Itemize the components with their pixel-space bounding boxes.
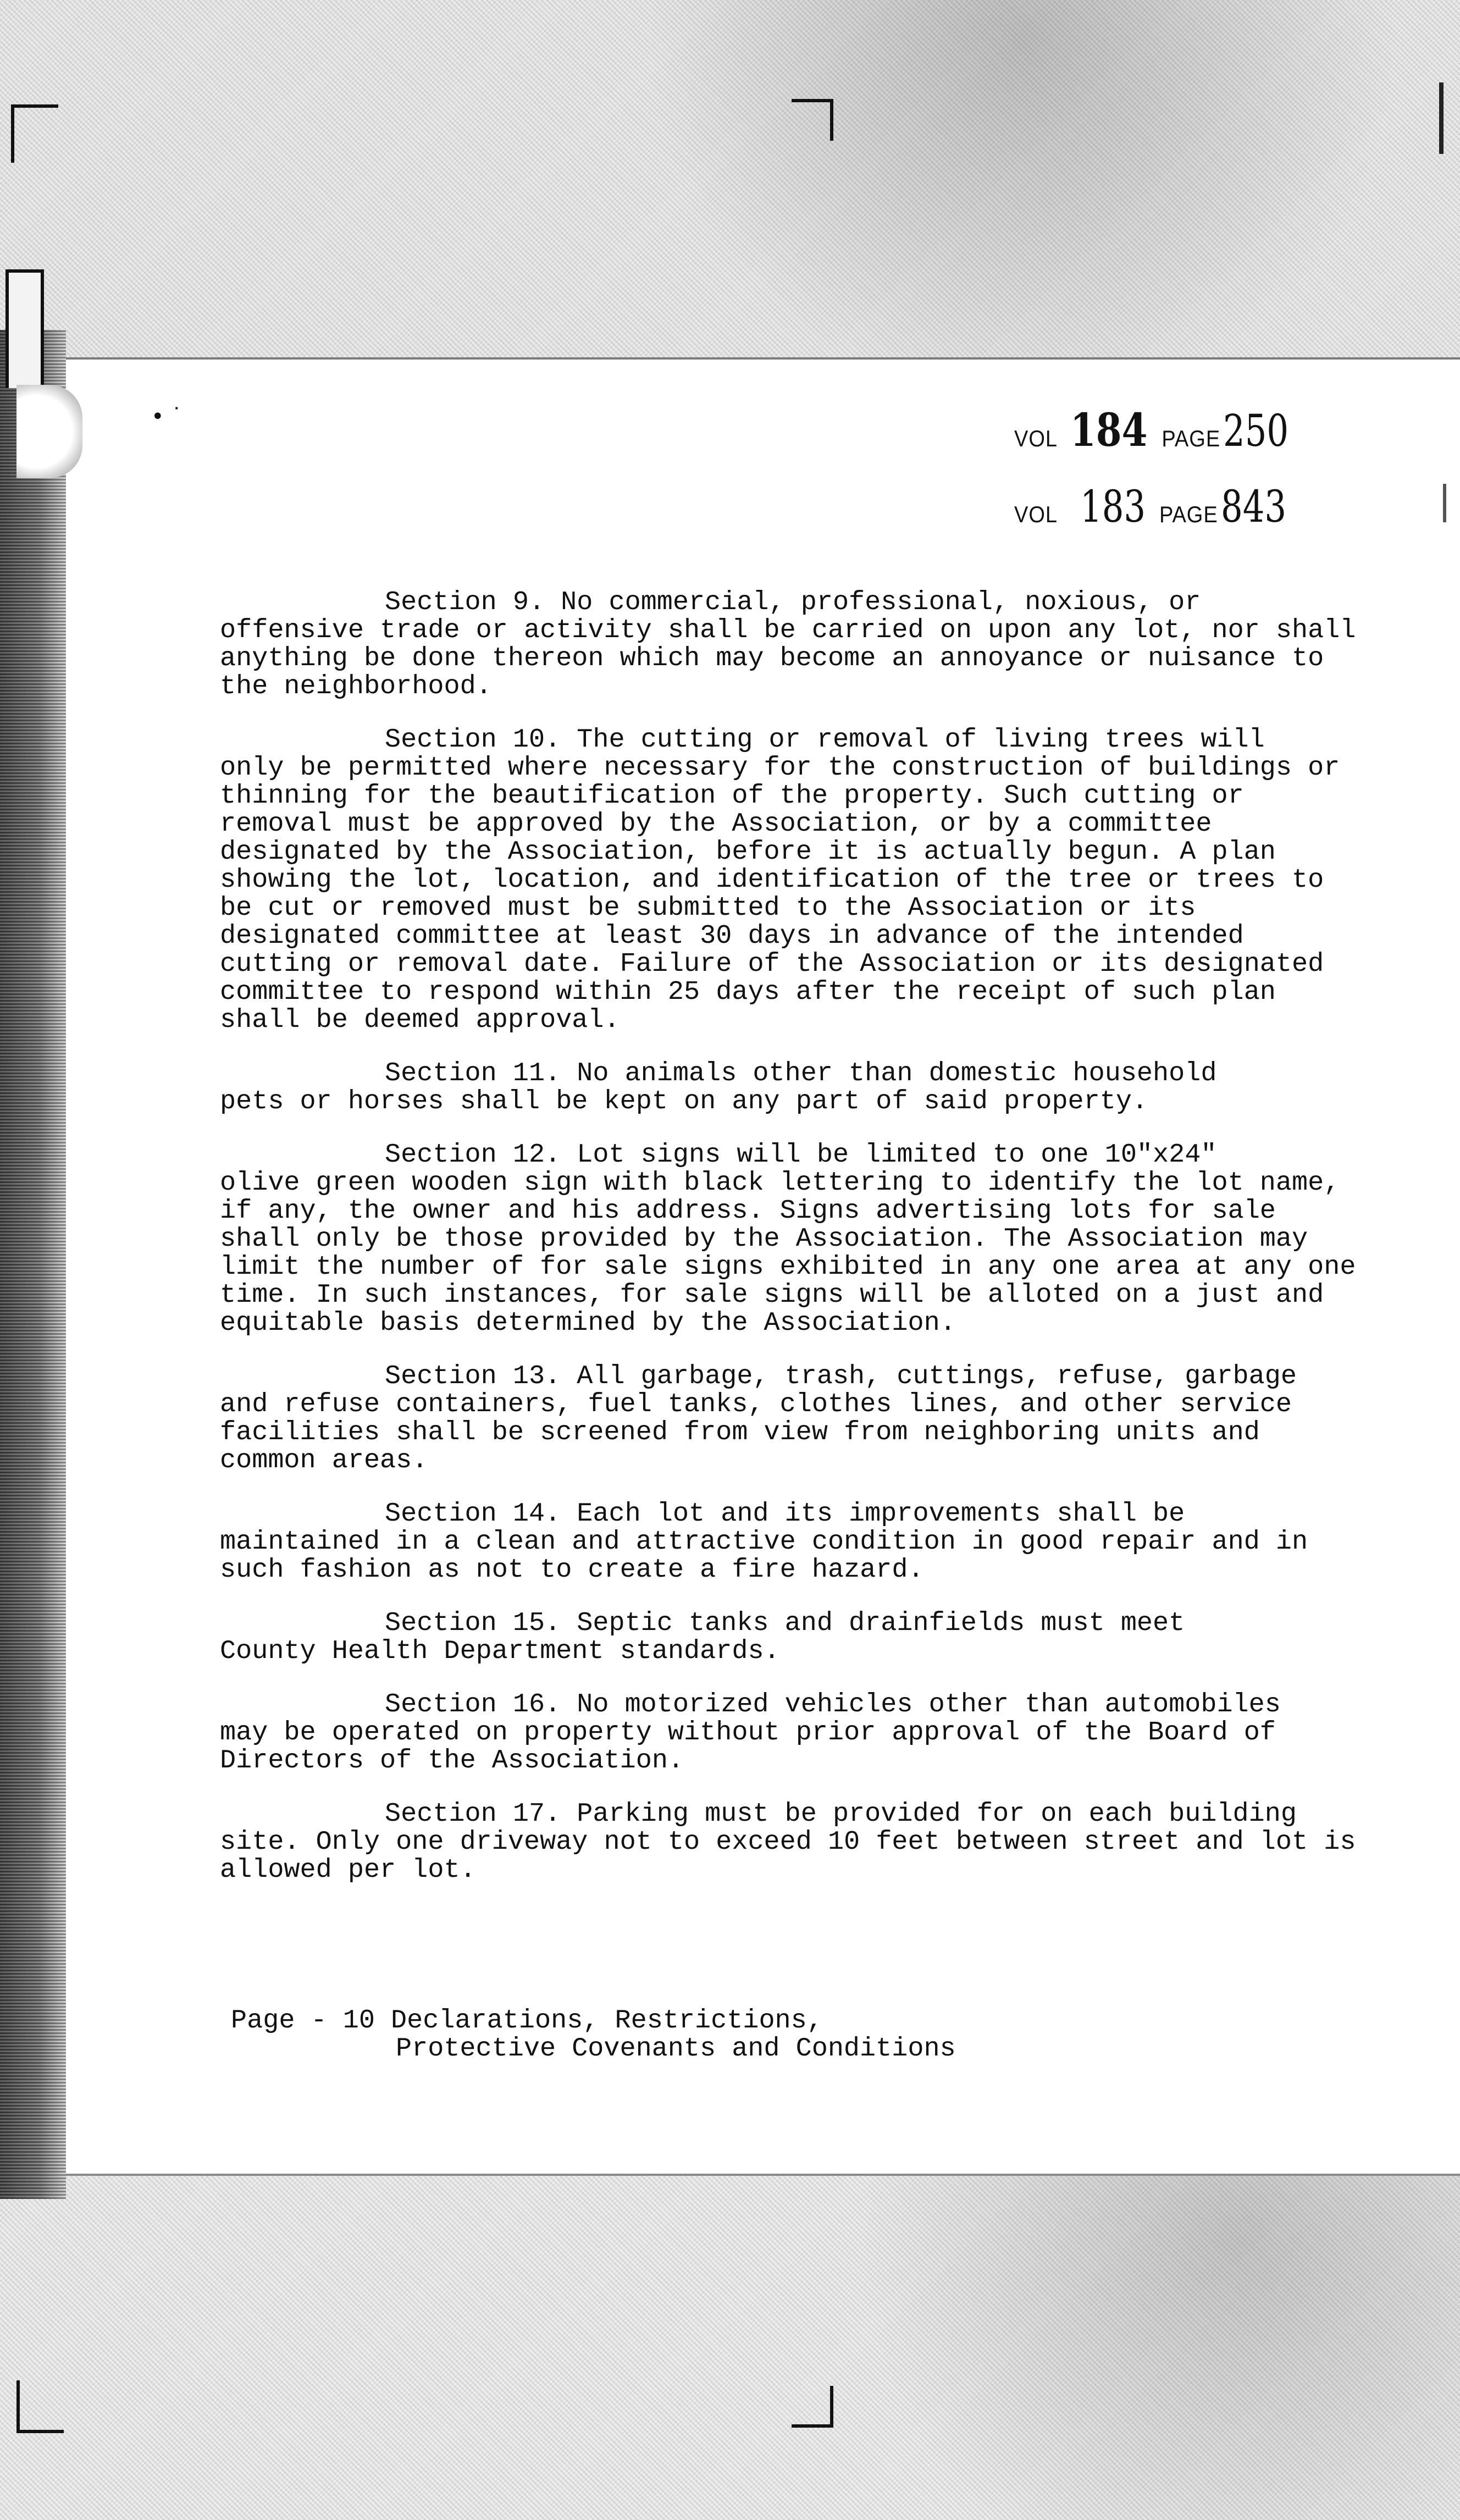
section-paragraph (220, 1059, 1363, 1115)
section-first-line: No motorized vehicles other than automobiles (577, 1689, 1281, 1720)
section-paragraph (220, 588, 1363, 700)
section-text: County Health Department standards. (220, 1636, 780, 1666)
section-text: may be operated on property without prior approval of the Board of Directors of the Association. (220, 1717, 1276, 1776)
crop-mark-top-right (792, 99, 833, 141)
section-text: olive green wooden sign with black lettering to identify the lot name, if any, the owner and his address. Signs advertising lots for sale shall only be those provided by the Association. The Association may limit the number of for sale signs exhibited in any one area at any one time. In such instances, for sale signs will be alloted on a just and equitable basis determined by the Association. (220, 1168, 1356, 1338)
section-text: only be permitted where necessary for the construction of buildings or thinning for the beautification of the property. Such cutting or removal must be approved by the Association, or by a committee designated by the Association, before it is actually begun. A plan showing the lot, location, and identification of the tree or trees to be cut or removed must be submitted to the Association or its designated committee at least 30 days in advance of the intended cutting or removal date. Failure of the Association or its designated committee to respond within 25 days after the receipt of such plan shall be deemed approval. (220, 753, 1340, 1035)
section-heading: Section 14. (385, 1499, 561, 1529)
crop-mark-top-left (11, 104, 58, 163)
edge-mark (1443, 484, 1446, 522)
section-first-line: Lot signs will be limited to one 10"x24" (577, 1140, 1217, 1170)
section-first-line: All garbage, trash, cuttings, refuse, garbage (577, 1361, 1297, 1391)
section-text: and refuse containers, fuel tanks, clothes lines, and other service facilities shall be screened from view from neighboring units and common areas. (220, 1389, 1292, 1475)
volume-page-stamp (1014, 481, 1305, 532)
section-paragraph (220, 1500, 1363, 1584)
section-heading: Section 13. (385, 1361, 561, 1391)
section-heading: Section 17. (385, 1799, 561, 1829)
punch-hole (16, 385, 82, 478)
section-text: site. Only one driveway not to exceed 10 feet between street and lot is allowed per lot. (220, 1827, 1356, 1885)
edge-mark (1439, 82, 1444, 154)
section-first-line: Each lot and its improvements shall be (577, 1499, 1185, 1529)
section-first-line: No commercial, professional, noxious, or (561, 587, 1201, 617)
section-heading: Section 10. (385, 725, 561, 755)
scan-noise-top (0, 0, 1460, 357)
crop-mark-bottom-right (792, 2386, 833, 2428)
section-heading: Section 16. (385, 1689, 561, 1720)
section-paragraph (220, 1141, 1363, 1337)
vol-number: 184 (1070, 404, 1148, 457)
scan-noise-bottom (0, 2171, 1460, 2520)
section-paragraph (220, 1690, 1363, 1775)
section-heading: Section 11. (385, 1058, 561, 1088)
section-first-line: No animals other than domestic household (577, 1058, 1217, 1088)
volume-page-stamp (1014, 404, 1307, 457)
crop-mark-bottom-left (16, 2380, 64, 2433)
section-first-line: Parking must be provided for on each building (577, 1799, 1297, 1829)
section-text: offensive trade or activity shall be carried on upon any lot, nor shall anything be done thereon which may become an annoyance or nuisance to the neighborhood. (220, 615, 1356, 701)
section-paragraph (220, 1609, 1363, 1665)
section-heading: Section 15. (385, 1608, 561, 1638)
binder-clip-mark (5, 269, 44, 388)
page-number: 843 (1220, 481, 1286, 532)
section-paragraph (220, 726, 1363, 1034)
page-number: 250 (1223, 405, 1289, 456)
stray-marks: • ˙ (151, 404, 182, 429)
section-heading: Section 12. (385, 1140, 561, 1170)
page-footer (231, 2007, 956, 2063)
section-first-line: The cutting or removal of living trees will (577, 725, 1265, 755)
vol-number: 183 (1080, 481, 1146, 532)
section-first-line: Septic tanks and drainfields must meet (577, 1608, 1185, 1638)
section-paragraph (220, 1362, 1363, 1474)
footer-line: Page - 10 Declarations, Restrictions, (231, 2005, 823, 2036)
vol-label: VOL (1014, 502, 1058, 528)
page-label: PAGE (1162, 426, 1221, 452)
document-body (220, 588, 1363, 1909)
section-text: pets or horses shall be kept on any part of said property. (220, 1086, 1148, 1117)
section-paragraph (220, 1800, 1363, 1884)
section-heading: Section 9. (385, 587, 545, 617)
footer-line: Protective Covenants and Conditions (396, 2033, 956, 2064)
vol-label: VOL (1014, 426, 1058, 452)
scan-noise-left-edge (0, 330, 66, 2199)
page-label: PAGE (1159, 502, 1218, 528)
section-text: maintained in a clean and attractive condition in good repair and in such fashion as not to create a fire hazard. (220, 1527, 1308, 1585)
